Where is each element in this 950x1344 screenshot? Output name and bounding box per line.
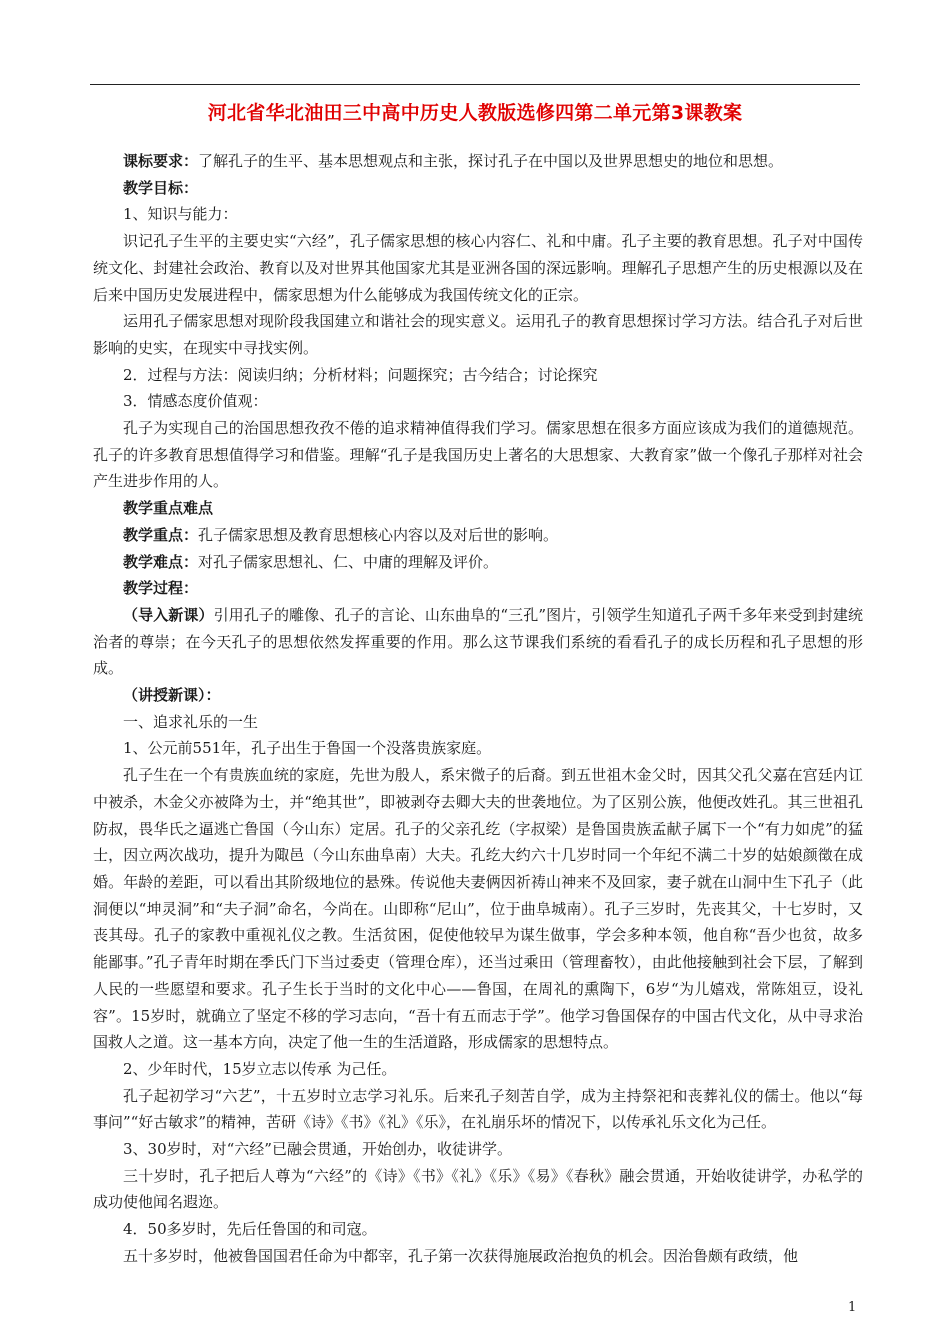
paragraph: 五十多岁时，他被鲁国国君任命为中都宰，孔子第一次获得施展政治抱负的机会。因治鲁颇有政绩，他 (123, 1246, 799, 1265)
document-body (93, 148, 863, 1270)
paragraph: 教学重点：孔子儒家思想及教育思想核心内容以及对后世的影响。 (123, 525, 559, 544)
paragraph: 2．过程与方法：阅读归纳；分析材料；问题探究；古今结合；讨论探究 (123, 365, 598, 384)
paragraph: 识记孔子生平的主要史实“六经”，孔子儒家思想的核心内容仁、礼和中庸。孔子主要的教育思想。孔子对中国传统文化、封建社会政治、教育以及对世界其他国家尤其是亚洲各国的深远影响。理解孔子思想产生的历史根源以及在后来中国历史发展进程中，儒家思想为什么能够成为我国传统文化的正宗。 (93, 232, 863, 304)
paragraph: 课标要求：了解孔子的生平、基本思想观点和主张，探讨孔子在中国以及世界思想史的地位和思想。 (123, 152, 784, 170)
paragraph: （导入新课）引用孔子的雕像、孔子的言论、山东曲阜的“三孔”图片，引领学生知道孔子两千多年来受到封建统治者的尊崇；在今天孔子的思想依然发挥重要的作用。那么这节课我们系统的看看孔子的成长历程和孔子思想的形成。 (93, 605, 863, 678)
header-rule (90, 84, 860, 85)
paragraph: 孔子起初学习“六艺”，十五岁时立志学习礼乐。后来孔子刻苦自学，成为主持祭祀和丧葬礼仪的儒士。他以“每事问”“好古敏求”的精神，苦研《诗》《书》《礼》《乐》，在礼崩乐坏的情况下，以传承礼乐文化为己任。 (93, 1086, 863, 1132)
paragraph: 4．50多岁时，先后任鲁国的和司寇。 (123, 1220, 377, 1239)
paragraph: （讲授新课）： (123, 686, 221, 705)
paragraph: 一、追求礼乐的一生 (123, 712, 259, 731)
paragraph: 1、公元前551年，孔子出生于鲁国一个没落贵族家庭。 (123, 739, 492, 758)
paragraph: 2、少年时代，15岁立志以传承 为己任。 (123, 1059, 397, 1078)
document-title: 河北省华北油田三中高中历史人教版选修四第二单元第3课教案 (207, 102, 743, 124)
paragraph: 3．情感态度价值观： (123, 392, 268, 411)
paragraph: 1、知识与能力： (123, 205, 238, 224)
paragraph: 教学难点：对孔子儒家思想礼、仁、中庸的理解及评价。 (123, 552, 499, 571)
paragraph: 孔子为实现自己的治国思想孜孜不倦的追求精神值得我们学习。儒家思想在很多方面应该成为我们的道德规范。孔子的许多教育思想值得学习和借鉴。理解“孔子是我国历史上著名的大思想家、大教育家”做一个像孔子那样对社会产生进步作用的人。 (93, 419, 863, 491)
paragraph: 3、30岁时，对“六经”已融会贯通，开始创办，收徒讲学。 (123, 1140, 512, 1159)
paragraph: 运用孔子儒家思想对现阶段我国建立和谐社会的现实意义。运用孔子的教育思想探讨学习方法。结合孔子对后世影响的史实，在现实中寻找实例。 (93, 312, 863, 357)
paragraph: 教学目标： (123, 178, 199, 197)
paragraph: 三十岁时，孔子把后人尊为“六经”的《诗》《书》《礼》《乐》《易》《春秋》融会贯通，开始收徒讲学，办私学的成功使他闻名遐迩。 (93, 1166, 863, 1212)
paragraph: 孔子生在一个有贵族血统的家庭，先世为殷人，系宋微子的后裔。到五世祖木金父时，因其父孔父嘉在宫廷内讧中被杀，木金父亦被降为士，并“绝其世”，即被剥夺去卿大夫的世袭地位。为了区别公族，他便改姓孔。其三世祖孔防叔，畏华氏之逼逃亡鲁国（今山东）定居。孔子的父亲孔纥（字叔梁）是鲁国贵族孟献子属下一个“有力如虎”的猛士，因立两次战功，提升为陬邑（今山东曲阜南）大夫。孔纥大约六十几岁时同一个年纪不满二十岁的姑娘颜徵在成婚。年龄的差距，可以看出其阶级地位的悬殊。传说他夫妻俩因祈祷山神来不及回家，妻子就在山洞中生下孔子（此洞便以“坤灵洞”和“夫子洞”命名，今尚在。山即称“尼山”，位于曲阜城南）。孔子三岁时，先丧其父，十七岁时，又丧其母。孔子的家教中重视礼仪之教。生活贫困，促使他较早为谋生做事，学会多种本领，他自称“吾少也贫，故多能鄙事。”孔子青年时期在季氏门下当过委吏（管理仓库），还当过乘田（管理畜牧），由此他接触到社会下层，了解到人民的一些愿望和要求。孔子生长于当时的文化中心——鲁国，在周礼的熏陶下，6岁“为儿嬉戏，常陈俎豆，设礼容”。15岁时，就确立了坚定不移的学习志向，“吾十有五而志于学”。他学习鲁国保存的中国古代文化，从中寻求治国救人之道。这一基本方向，决定了他一生的生活道路，形成儒家的思想特点。 (93, 766, 863, 1052)
paragraph: 教学过程： (123, 579, 199, 598)
paragraph: 教学重点难点 (123, 499, 214, 518)
page-number: 1 (848, 1300, 857, 1315)
